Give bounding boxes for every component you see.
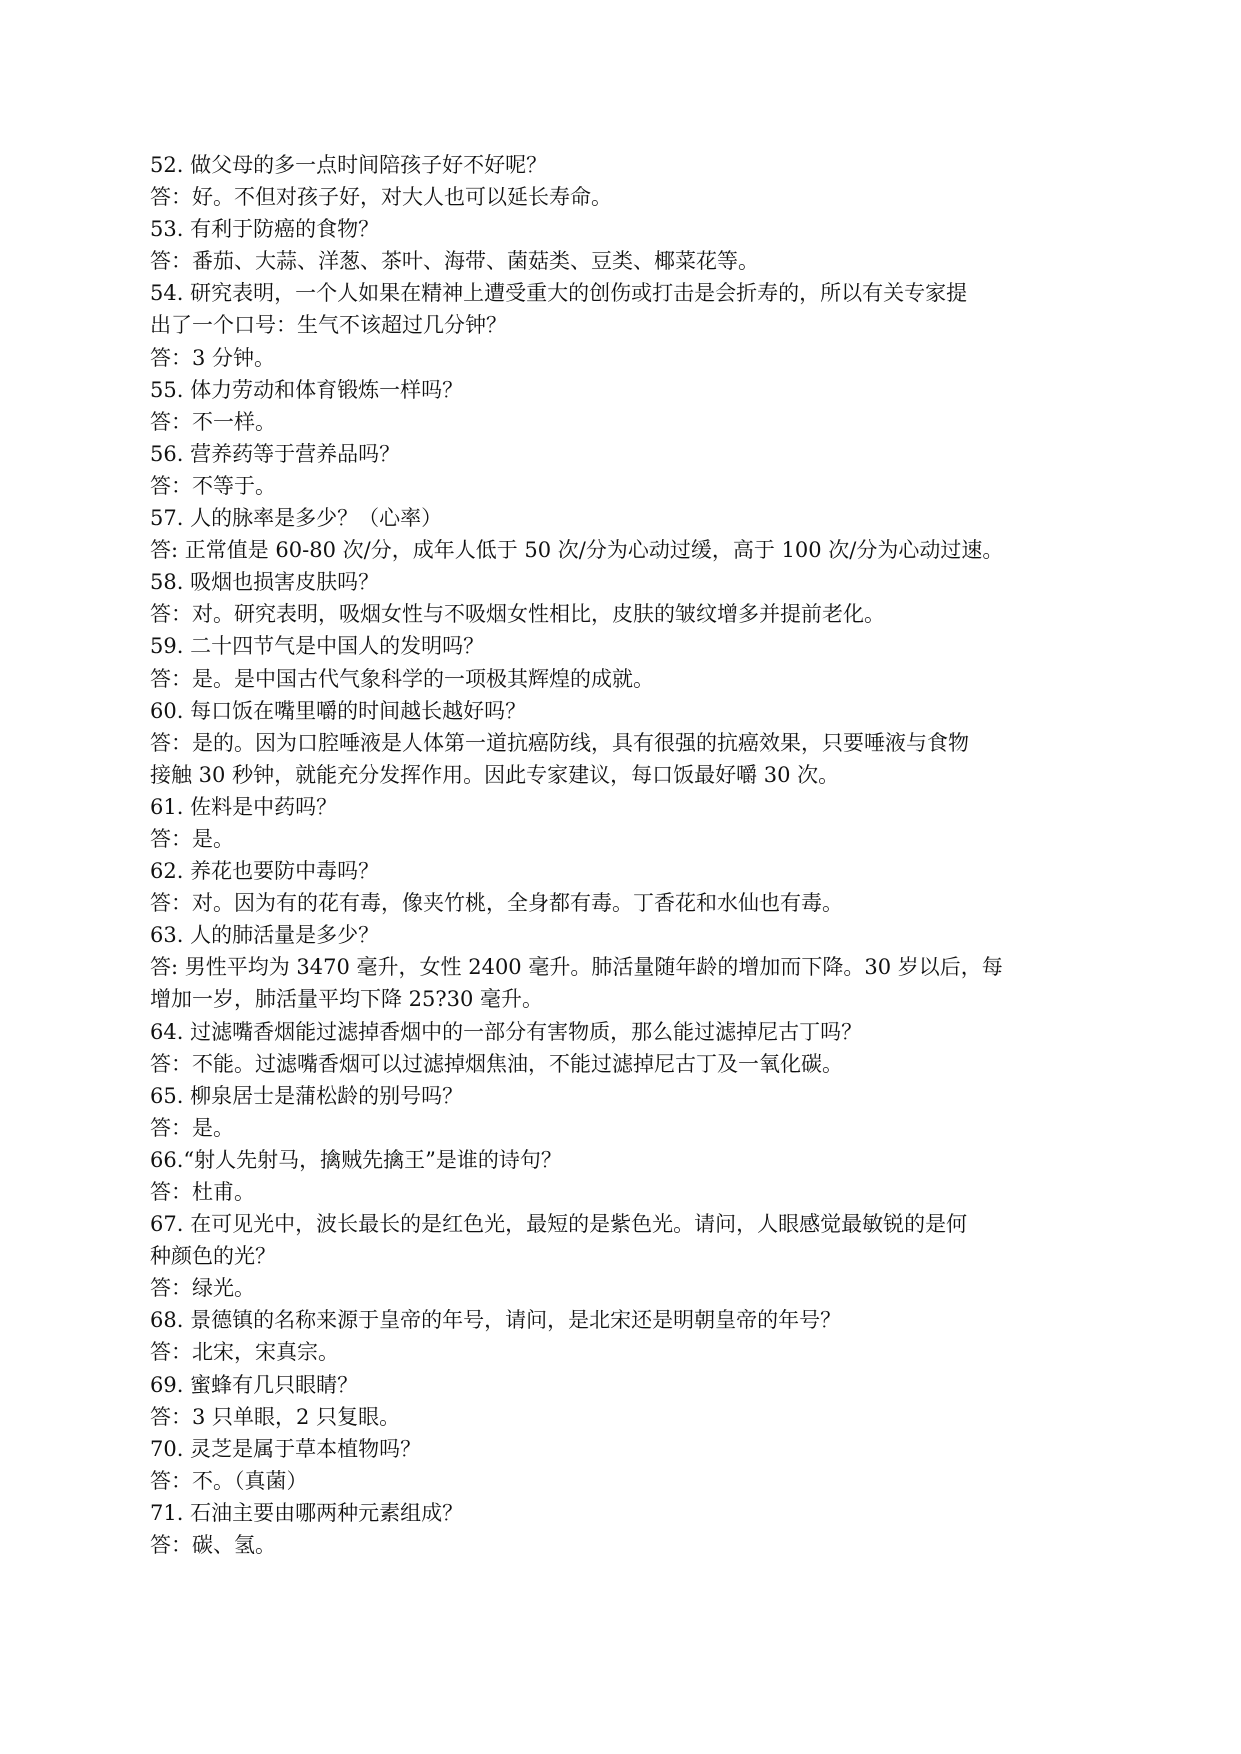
answer-line: 答：对。研究表明，吸烟女性与不吸烟女性相比，皮肤的皱纹增多并提前老化。 [150,602,885,627]
question-line: 59. 二十四节气是中国人的发明吗？ [150,634,485,659]
answer-line: 答：碳、氢。 [150,1533,276,1558]
answer-line: 答: 正常值是 60-80 次/分，成年人低于 50 次/分为心动过缓，高于 100 次/分为心动过速。 [150,538,1004,563]
answer-line: 答：不一样。 [150,409,276,434]
question-line: 68. 景德镇的名称来源于皇帝的年号，请问，是北宋还是明朝皇帝的年号？ [150,1308,842,1333]
answer-line: 答：是。是中国古代气象科学的一项极其辉煌的成就。 [150,666,654,691]
question-line: 55. 体力劳动和体育锻炼一样吗？ [150,377,464,402]
answer-line: 答：对。因为有的花有毒，像夹竹桃，全身都有毒。丁香花和水仙也有毒。 [150,891,843,916]
answer-line: 答：是。 [150,826,234,851]
question-line: 63. 人的肺活量是多少？ [150,923,380,948]
question-line: 65. 柳泉居士是蒲松龄的别号吗？ [150,1083,464,1108]
answer-line: 答：3 分钟。 [150,345,276,370]
question-line: 62. 养花也要防中毒吗？ [150,859,380,884]
answer-line: 答：不。（真菌） [150,1468,308,1493]
answer-line: 答：番茄、大蒜、洋葱、茶叶、海带、菌菇类、豆类、椰菜花等。 [150,249,759,274]
answer-line: 答：好。不但对孩子好，对大人也可以延长寿命。 [150,185,612,210]
answer-line: 答：绿光。 [150,1276,255,1301]
answer-line: 接触 30 秒钟，就能充分发挥作用。因此专家建议，每口饭最好嚼 30 次。 [150,762,840,787]
question-line: 69. 蜜蜂有几只眼睛？ [150,1372,359,1397]
answer-line: 答：是的。因为口腔唾液是人体第一道抗癌防线，具有很强的抗癌效果，只要唾液与食物 [150,730,969,755]
answer-line: 答：杜甫。 [150,1180,255,1204]
question-line: 54. 研究表明，一个人如果在精神上遭受重大的创伤或打击是会折寿的，所以有关专家提 [150,281,968,306]
answer-line: 答：北宋，宋真宗。 [150,1340,339,1365]
question-line: 71. 石油主要由哪两种元素组成？ [150,1500,464,1525]
answer-line: 答：不能。过滤嘴香烟可以过滤掉烟焦油，不能过滤掉尼古丁及一氧化碳。 [150,1051,843,1076]
question-line: 52. 做父母的多一点时间陪孩子好不好呢？ [150,153,548,177]
answer-line: 答：不等于。 [150,473,276,498]
question-line: 56. 营养药等于营养品吗？ [150,441,401,466]
answer-line: 答: 男性平均为 3470 毫升，女性 2400 毫升。肺活量随年龄的增加而下降。30 岁以后，每 [150,955,1003,980]
question-line: 64. 过滤嘴香烟能过滤掉香烟中的一部分有害物质，那么能过滤掉尼古丁吗？ [150,1019,863,1044]
question-line: 70. 灵芝是属于草本植物吗？ [150,1436,422,1461]
question-line: 67. 在可见光中，波长最长的是红色光，最短的是紫色光。请问，人眼感觉最敏锐的是何 [150,1212,968,1237]
document-page [150,149,1125,1561]
question-line: 57. 人的脉率是多少？（心率） [150,506,443,531]
question-line: 60. 每口饭在嘴里嚼的时间越长越好吗？ [150,698,527,723]
question-line: 种颜色的光？ [150,1244,276,1269]
question-line: 53. 有利于防癌的食物？ [150,217,380,242]
question-line: 61. 佐料是中药吗？ [150,794,338,819]
question-line: 出了一个口号：生气不该超过几分钟？ [150,313,507,338]
answer-line: 答：是。 [150,1115,234,1140]
answer-line: 增加一岁，肺活量平均下降 25?30 毫升。 [150,987,544,1012]
question-line: 66.“射人先射马，擒贼先擒王”是谁的诗句？ [150,1147,562,1172]
question-line: 58. 吸烟也损害皮肤吗？ [150,570,380,595]
answer-line: 答：3 只单眼，2 只复眼。 [150,1404,401,1429]
